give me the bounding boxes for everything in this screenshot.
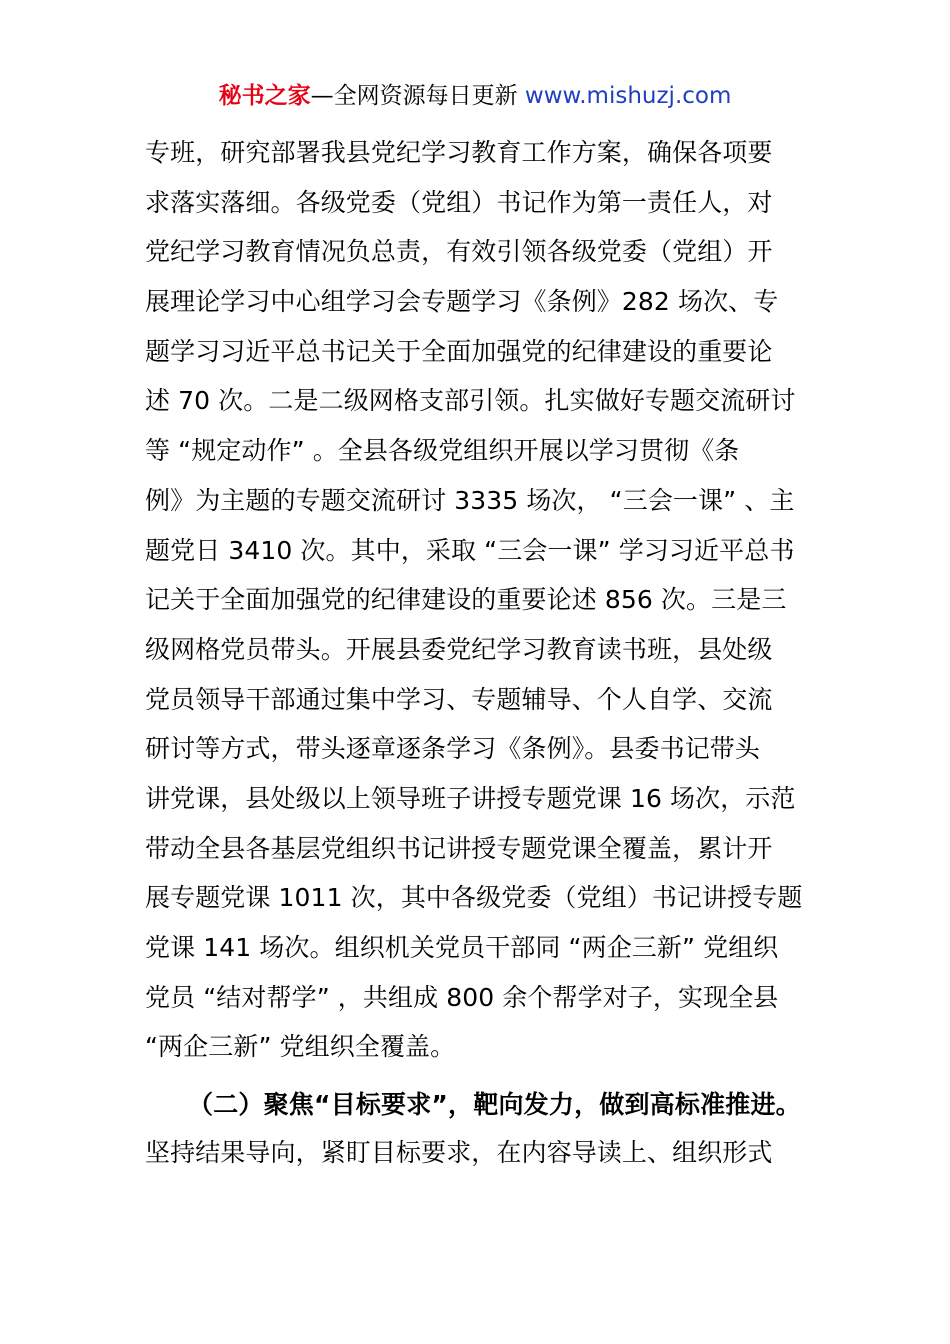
paragraph-line: 党纪学习教育情况负总责，有效引领各级党委（党组）开 — [145, 237, 773, 267]
section-heading: （二）聚焦“目标要求”，靶向发力，做到高标准推进。 — [188, 1090, 801, 1119]
paragraph-line: 专班，研究部署我县党纪学习教育工作方案，确保各项要 — [145, 138, 773, 167]
site-header — [0, 80, 950, 112]
document-body — [145, 128, 815, 1072]
paragraph-line: 讲党课，县处级以上领导班子讲授专题党课 16 场次，示范 — [145, 783, 796, 813]
site-brand: 秘书之家 — [218, 83, 311, 109]
paragraph-line: 级网格党员带头。开展县委党纪学习教育读书班，县处级 — [145, 634, 773, 664]
paragraph-line: 党员领导干部通过集中学习、专题辅导、个人自学、交流 — [145, 684, 773, 714]
site-tagline: —全网资源每日更新 — [310, 83, 525, 109]
paragraph-line: 等 “规定动作” 。全县各级党组织开展以学习贯彻《条 — [145, 436, 740, 466]
paragraph-line: “两企三新” 党组织全覆盖。 — [145, 1032, 456, 1062]
paragraph-line: 带动全县各基层党组织书记讲授专题党课全覆盖，累计开 — [145, 833, 773, 863]
paragraph-line: 题学习习近平总书记关于全面加强党的纪律建设的重要论 — [145, 336, 773, 366]
paragraph-line: 记关于全面加强党的纪律建设的重要论述 856 次。三是三 — [145, 585, 787, 615]
section-first-line: 坚持结果导向，紧盯目标要求，在内容导读上、组织形式 — [145, 1138, 773, 1167]
paragraph-line: 述 70 次。二是二级网格支部引领。扎实做好专题交流研讨 — [145, 386, 796, 416]
paragraph-line: 党课 141 场次。组织机关党员干部同 “两企三新” 党组织 — [145, 933, 779, 962]
paragraph-line: 求落实落细。各级党委（党组）书记作为第一责任人，对 — [145, 187, 773, 217]
paragraph-line: 题党日 3410 次。其中，采取 “三会一课” 学习习近平总书 — [145, 535, 795, 565]
paragraph-line: 展专题党课 1011 次，其中各级党委（党组）书记讲授专题 — [145, 883, 803, 913]
paragraph-line: 展理论学习中心组学习会专题学习《条例》282 场次、专 — [145, 287, 779, 317]
paragraph-line: 党员 “结对帮学” ，共组成 800 余个帮学对子，实现全县 — [145, 982, 779, 1012]
paragraph-line: 研讨等方式，带头逐章逐条学习《条例》。县委书记带头 — [145, 734, 761, 764]
site-url-link[interactable]: www.mishuzj.com — [524, 83, 732, 109]
paragraph-line: 例》为主题的专题交流研讨 3335 场次， “三会一课” 、主 — [145, 485, 795, 515]
